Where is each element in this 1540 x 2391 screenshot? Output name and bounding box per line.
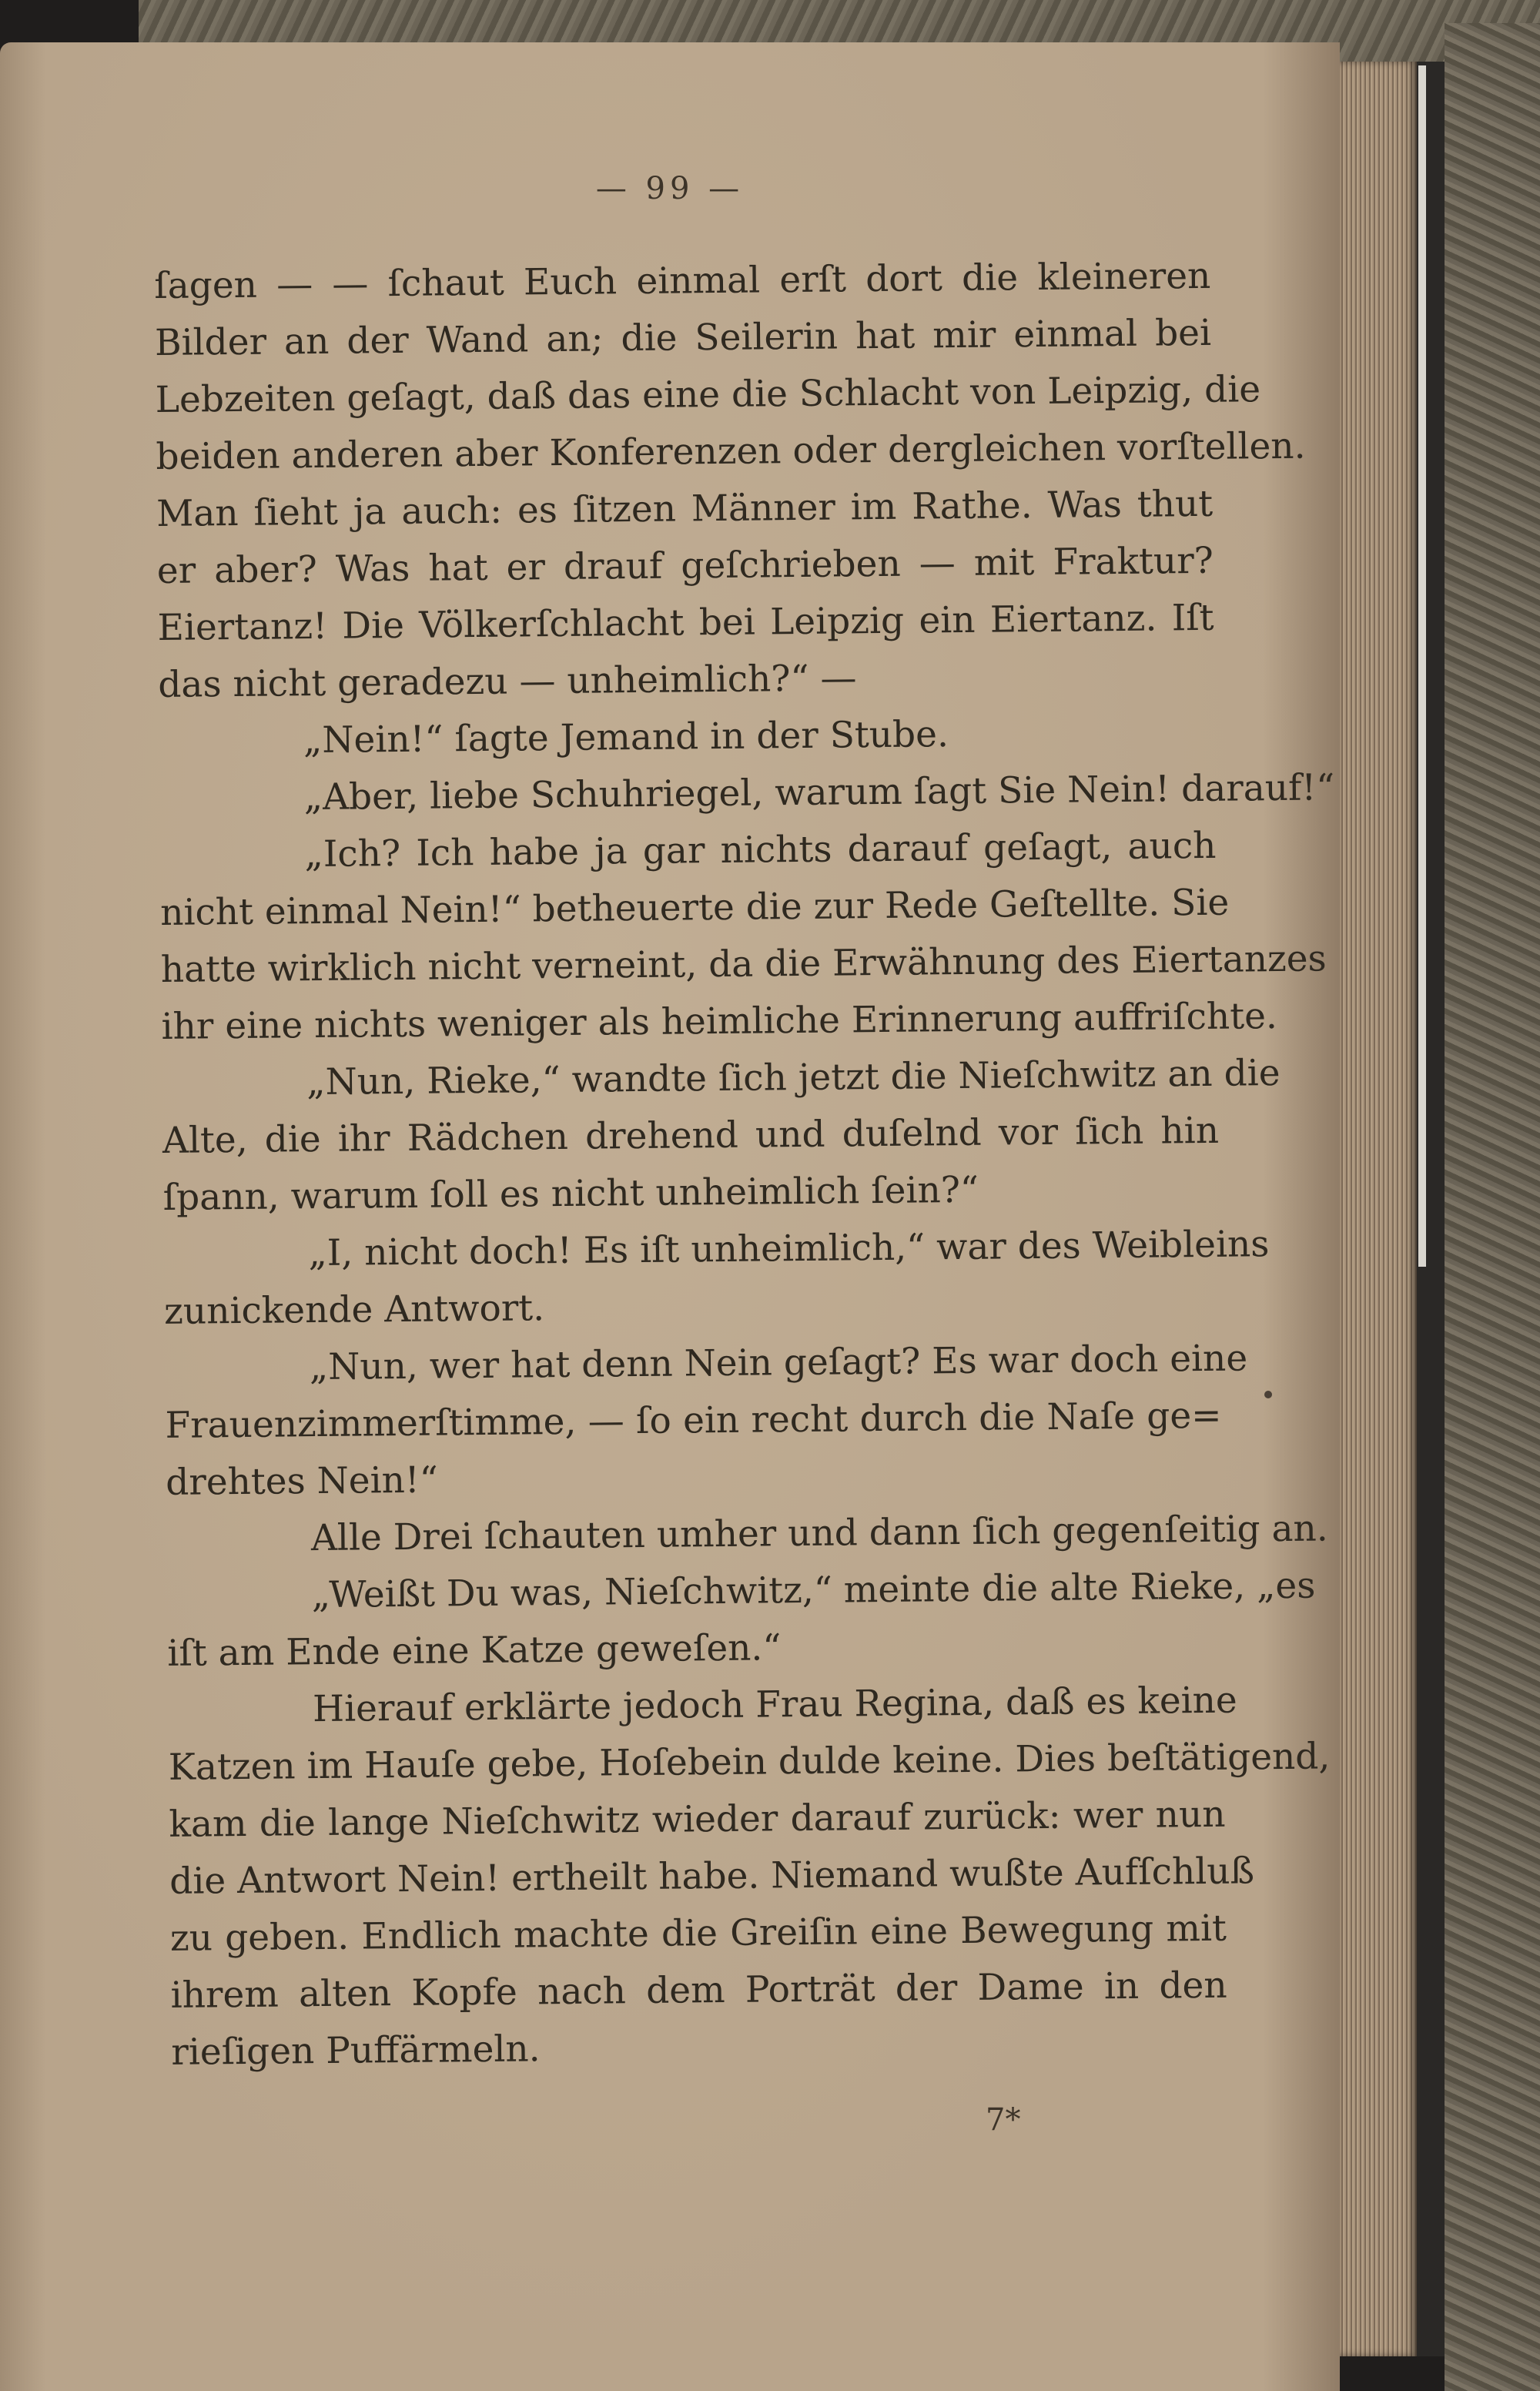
text-line: „Nun, Rieke,“ wandte ſich jetzt die Nieſchwitz an die <box>306 1052 1281 1104</box>
text-line: das nicht geradezu — unheimlich?“ — <box>158 657 857 706</box>
text-line: beiden anderen aber Konferenzen oder dergleichen vorſtellen. <box>156 424 1306 478</box>
text-line: Frauenzimmerſtimme, — ſo ein recht durch die Naſe ge= <box>165 1394 1222 1447</box>
text-line: hatte wirklich nicht verneint, da die Erwähnung des Eiertanzes <box>160 937 1327 991</box>
text-line: drehtes Nein!“ <box>166 1458 439 1504</box>
text-line: Bilder an der Wand an; die Seilerin hat mir einmal bei <box>154 311 1212 364</box>
text-line: ſagen — — ſchaut Euch einmal erſt dort die kleineren <box>154 254 1211 307</box>
text-line: ſpann, warum ſoll es nicht unheimlich ſein?“ <box>162 1168 979 1219</box>
text-line: ihr eine nichts weniger als heimliche Erinnerung auffriſchte. <box>161 995 1278 1048</box>
text-line: „Nein!“ ſagte Jemand in der Stube. <box>303 713 949 762</box>
text-line: „I, nicht doch! Es iſt unheimlich,“ war des Weibleins <box>308 1223 1270 1275</box>
text-line: „Nun, wer hat denn Nein geſagt? Es war doch eine <box>309 1337 1248 1389</box>
page-edges <box>1340 62 1417 2356</box>
text-line: Alle Drei ſchauten umher und dann ſich gegenſeitig an. <box>310 1507 1329 1560</box>
paper-spot <box>1264 1391 1272 1398</box>
page-white-edge <box>1418 65 1426 1267</box>
text-line: „Weißt Du was, Nieſchwitz,“ meinte die alte Rieke, „es <box>311 1564 1316 1617</box>
text-line: Hierauf erklärte jedoch Frau Regina, daß es keine <box>312 1679 1237 1731</box>
text-line: „Ich? Ich habe ja gar nichts darauf geſagt, auch <box>304 824 1217 876</box>
text-line: rieſigen Puffärmeln. <box>171 2028 541 2074</box>
text-line: Alte, die ihr Rädchen drehend und duſelnd vor ſich hin <box>162 1109 1220 1162</box>
text-line: zu geben. Endlich machte die Greiſin eine Bewegung mit <box>169 1907 1227 1960</box>
book-cover-right <box>1445 23 1540 2391</box>
text-line: iſt am Ende eine Katze geweſen.“ <box>167 1626 782 1675</box>
text-line: „Aber, liebe Schuhriegel, warum ſagt Sie Nein! darauf!“ <box>303 766 1335 819</box>
text-line: nicht einmal Nein!“ betheuerte die zur Rede Geſtellte. Sie <box>159 881 1230 934</box>
text-line: Katzen im Hauſe gebe, Hoſebein dulde keine. Dies beſtätigend, <box>168 1735 1331 1789</box>
text-line: Eiertanz! Die Völkerſchlacht bei Leipzig ein Eiertanz. Iſt <box>157 596 1214 649</box>
text-line: kam die lange Nieſchwitz wieder darauf zurück: wer nun <box>169 1793 1226 1846</box>
signature-mark: 7* <box>986 2102 1021 2138</box>
page-text <box>154 248 1335 2081</box>
text-line: er aber? Was hat er drauf geſchrieben — mit Fraktur? <box>156 539 1214 592</box>
page-number-header: — 99 — <box>595 171 745 206</box>
text-line: die Antwort Nein! ertheilt habe. Niemand wußte Aufſchluß <box>169 1850 1255 1903</box>
text-line: zunickende Antwort. <box>163 1287 545 1333</box>
text-line: Lebzeiten geſagt, daß das eine die Schlacht von Leipzig, die <box>155 368 1261 421</box>
text-line: Man ſieht ja auch: es ſitzen Männer im Rathe. Was thut <box>156 482 1214 535</box>
text-line: ihrem alten Kopfe nach dem Porträt der Dame in den <box>170 1964 1227 2017</box>
